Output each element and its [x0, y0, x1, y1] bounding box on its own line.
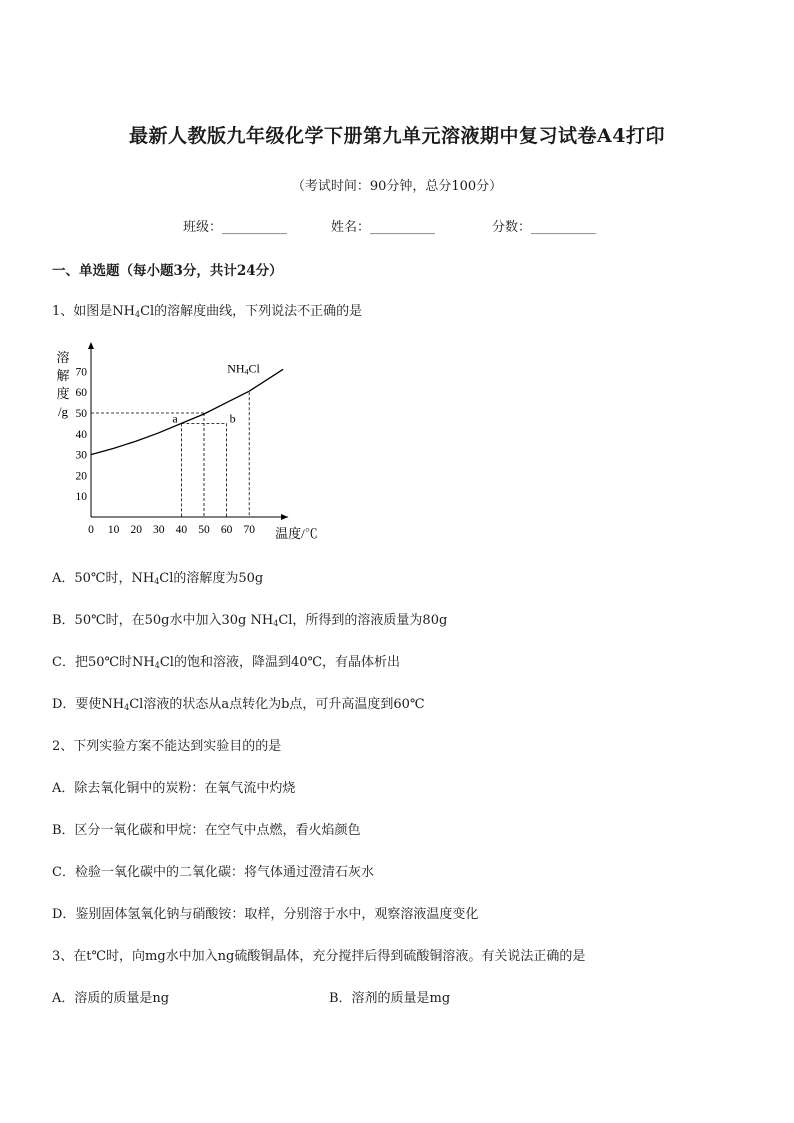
x-tick-label: 70 — [243, 524, 255, 536]
chart-curve — [91, 369, 283, 454]
x-tick-label: 50 — [198, 524, 210, 536]
class-blank[interactable]: __________ — [222, 220, 288, 235]
x-tick-label: 20 — [130, 524, 142, 536]
solubility-chart — [52, 338, 318, 548]
class-label: 班级： — [183, 220, 223, 235]
section-title: 一、单选题（每小题3分，共计24分） — [52, 263, 283, 279]
question-1-option-c[interactable]: C．把50℃时$NH_4Cl$的饱和溶液，降温到40℃，有晶体析出 — [52, 655, 401, 670]
question-1-option-d[interactable]: D．要使$NH_4Cl$溶液的状态从a点转化为b点，可升高温度到60℃ — [52, 697, 425, 712]
curve-label: NH4Cl — [227, 361, 260, 377]
exam-info: （考试时间：90分钟，总分100分） — [291, 179, 503, 194]
name-blank[interactable]: __________ — [370, 220, 436, 235]
chart-guide-lines — [91, 392, 249, 517]
score-blank[interactable]: __________ — [531, 220, 597, 235]
x-tick-label: 0 — [88, 524, 94, 536]
x-axis-label: 温度/℃ — [275, 526, 318, 541]
x-axis-arrow — [281, 514, 288, 520]
nh4cl-curve — [91, 369, 283, 454]
y-axis-label: 溶 — [56, 350, 70, 365]
question-2-option-c[interactable]: C．检验一氧化碳中的二氧化碳：将气体通过澄清石灰水 — [52, 865, 374, 880]
point-b-label: b — [229, 411, 236, 426]
question-2-option-a[interactable]: A．除去氧化铜中的炭粉：在氧气流中灼烧 — [52, 781, 296, 796]
y-tick-label: 30 — [75, 449, 87, 462]
x-tick-label: 10 — [107, 524, 120, 536]
y-axis-arrow — [88, 342, 94, 349]
score-label: 分数： — [492, 220, 532, 235]
question-2-option-b[interactable]: B．区分一氧化碳和甲烷：在空气中点燃，看火焰颜色 — [52, 823, 361, 838]
name-label: 姓名： — [331, 220, 371, 235]
y-tick-label: 10 — [75, 491, 87, 504]
point-a-label: a — [172, 411, 178, 426]
question-1-option-a[interactable]: A．50℃时，$NH_4Cl$的溶解度为50g — [52, 571, 264, 586]
y-axis-label: 解 — [56, 368, 70, 383]
x-tick-label: 30 — [153, 524, 165, 536]
score-field[interactable] — [492, 216, 596, 235]
y-tick-label: 60 — [75, 387, 87, 400]
page-title: 最新人教版九年级化学下册第九单元溶液期中复习试卷A4打印 — [129, 125, 665, 147]
question-1-stem: 1、如图是$NH_4Cl$的溶解度曲线，下列说法不正确的是 — [52, 304, 363, 319]
y-tick-label: 20 — [75, 470, 87, 483]
name-field[interactable] — [331, 216, 435, 235]
question-3-option-a[interactable]: A．溶质的质量是ng — [52, 991, 170, 1006]
question-2-option-d[interactable]: D．鉴别固体氢氧化钠与硝酸铵：取样，分别溶于水中，观察溶液温度变化 — [52, 907, 479, 922]
y-tick-label: 50 — [75, 408, 87, 420]
x-tick-label: 60 — [220, 524, 233, 536]
class-field[interactable] — [183, 216, 287, 235]
question-3-stem: 3、在t℃时，向mg水中加入ng硫酸铜晶体，充分搅拌后得到硫酸铜溶液。有关说法正确的是 — [52, 949, 586, 964]
question-2-stem: 2、下列实验方案不能达到实验目的的是 — [52, 739, 282, 754]
question-3-option-b[interactable]: B．溶剂的质量是mg — [329, 991, 451, 1006]
y-tick-label: 40 — [75, 428, 87, 441]
chart-labels — [172, 361, 260, 425]
y-axis-label: /g — [57, 404, 69, 419]
y-axis-label: 度 — [56, 386, 70, 401]
x-tick-label: 40 — [175, 524, 188, 536]
y-tick-label: 70 — [75, 366, 87, 379]
question-1-option-b[interactable]: B．50℃时，在50g水中加入30g $NH_4Cl$，所得到的溶液质量为80g — [52, 613, 448, 628]
